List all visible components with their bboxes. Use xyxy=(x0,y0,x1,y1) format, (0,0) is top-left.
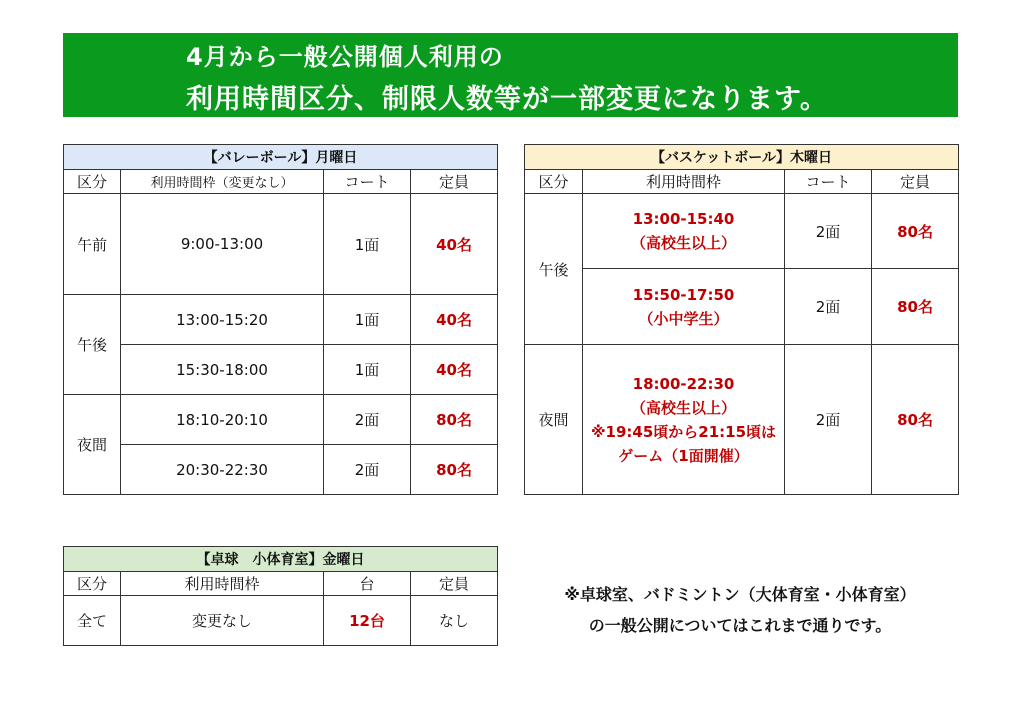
basketball-title: 【バスケットボール】木曜日 xyxy=(525,145,959,170)
capacity-cell: 40名 xyxy=(411,194,498,295)
capacity-cell: 80名 xyxy=(872,269,959,345)
table-row xyxy=(64,345,498,395)
header-cell: 定員 xyxy=(411,572,498,596)
time-cell xyxy=(583,269,785,345)
tabletennis-title: 【卓球 小体育室】金曜日 xyxy=(64,547,498,572)
basketball-table xyxy=(524,144,959,495)
header-cell: 定員 xyxy=(411,170,498,194)
period-cell: 午後 xyxy=(64,295,121,395)
header-cell: 利用時間枠 xyxy=(583,170,785,194)
banner-line-2: 利用時間区分、制限人数等が一部変更になります。 xyxy=(186,84,828,115)
tables-cell: 12台 xyxy=(324,596,411,646)
capacity-cell: 40名 xyxy=(411,295,498,345)
court-cell: 2面 xyxy=(324,395,411,445)
table-row xyxy=(64,295,498,345)
court-cell: 1面 xyxy=(324,295,411,345)
period-cell: 全て xyxy=(64,596,121,646)
volleyball-title: 【バレーボール】月曜日 xyxy=(64,145,498,170)
tabletennis-table xyxy=(63,546,498,646)
table-row xyxy=(64,395,498,445)
time-text: 18:00-22:30 xyxy=(632,374,735,393)
court-cell: 2面 xyxy=(785,194,872,269)
period-cell: 午後 xyxy=(525,194,583,345)
table-row xyxy=(64,596,498,646)
time-cell: 18:10-20:10 xyxy=(121,395,324,445)
header-cell: コート xyxy=(785,170,872,194)
audience-note: （高校生以上） xyxy=(630,398,736,417)
header-cell: 利用時間枠（変更なし） xyxy=(121,170,324,194)
period-cell: 夜間 xyxy=(525,345,583,495)
court-cell: 2面 xyxy=(785,269,872,345)
audience-note: （高校生以上） xyxy=(630,234,736,252)
time-cell: 13:00-15:20 xyxy=(121,295,324,345)
capacity-cell: 40名 xyxy=(411,345,498,395)
time-cell: 20:30-22:30 xyxy=(121,445,324,495)
banner-line-1: 4月から一般公開個人利用の xyxy=(186,43,504,71)
time-cell: 9:00-13:00 xyxy=(121,194,324,295)
game-note: ※19:45頃から21:15頃は xyxy=(590,422,777,441)
header-cell: 台 xyxy=(324,572,411,596)
capacity-cell: 80名 xyxy=(411,445,498,495)
header-cell: 利用時間枠 xyxy=(121,572,324,596)
time-cell xyxy=(583,194,785,269)
audience-note: （小中学生） xyxy=(638,309,729,328)
time-text: 15:50-17:50 xyxy=(632,285,735,304)
table-row xyxy=(64,445,498,495)
time-cell: 15:30-18:00 xyxy=(121,345,324,395)
table-row xyxy=(525,269,959,345)
court-cell: 2面 xyxy=(324,445,411,495)
footnote-line-2: の一般公開についてはこれまで通りです。 xyxy=(588,616,892,635)
header-cell: 定員 xyxy=(872,170,959,194)
court-cell: 2面 xyxy=(785,345,872,495)
table-row xyxy=(64,194,498,295)
capacity-cell: 80名 xyxy=(872,194,959,269)
time-text: 13:00-15:40 xyxy=(632,210,735,228)
header-cell: コート xyxy=(324,170,411,194)
footnote-line-1: ※卓球室、バドミントン（大体育室・小体育室） xyxy=(564,585,916,604)
table-row xyxy=(525,345,959,495)
game-note: ゲーム（1面開催） xyxy=(618,446,749,465)
time-cell: 変更なし xyxy=(121,596,324,646)
time-cell xyxy=(583,345,785,495)
court-cell: 1面 xyxy=(324,345,411,395)
period-cell: 夜間 xyxy=(64,395,121,495)
header-banner xyxy=(63,33,958,117)
volleyball-table xyxy=(63,144,498,495)
period-cell: 午前 xyxy=(64,194,121,295)
header-cell: 区分 xyxy=(64,170,121,194)
header-cell: 区分 xyxy=(64,572,121,596)
table-row xyxy=(525,194,959,269)
court-cell: 1面 xyxy=(324,194,411,295)
header-cell: 区分 xyxy=(525,170,583,194)
capacity-cell: 80名 xyxy=(411,395,498,445)
capacity-cell: なし xyxy=(411,596,498,646)
capacity-cell: 80名 xyxy=(872,345,959,495)
